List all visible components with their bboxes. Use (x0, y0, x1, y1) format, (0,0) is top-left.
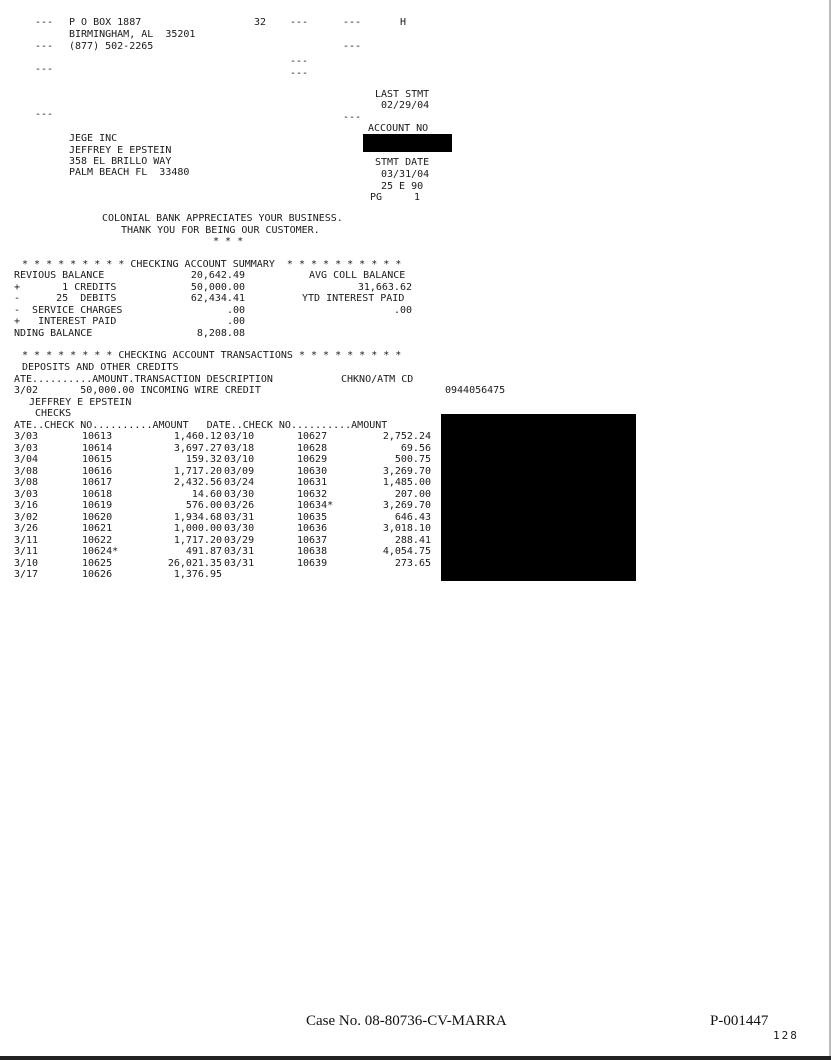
check-number: 10617 (82, 477, 113, 488)
check-amount: 207.00 (394, 488, 431, 500)
customer-name: JEGE INC (69, 133, 118, 144)
summary-value: 31,663.62 (357, 282, 412, 293)
summary-label: REVIOUS BALANCE (14, 270, 105, 281)
check-amount: 3,269.70 (382, 465, 431, 477)
check-date: 03/18 (224, 442, 255, 454)
stmt-date-label: STMT DATE (375, 157, 430, 168)
deposits-column-header: ATE..........AMOUNT.TRANSACTION DESCRIPTION (14, 374, 273, 385)
check-number: 10637 (297, 534, 328, 546)
check-number: 10627 (297, 431, 328, 442)
deposits-label: DEPOSITS AND OTHER CREDITS (22, 362, 179, 373)
header-code: 32 (254, 17, 267, 28)
customer-attn: JEFFREY E EPSTEIN (69, 145, 172, 156)
check-date: 03/29 (224, 534, 255, 546)
check-amount: 69.56 (400, 442, 431, 454)
check-number: 10635 (297, 511, 328, 523)
check-date: 3/11 (14, 534, 39, 546)
check-date: 03/26 (224, 500, 255, 511)
summary-label: AVG COLL BALANCE (309, 270, 406, 281)
scan-edge (0, 1056, 831, 1060)
bank-address-line2: BIRMINGHAM, AL 35201 (69, 29, 196, 40)
check-amount: 159.32 (185, 454, 222, 465)
check-date: 03/24 (224, 477, 255, 488)
summary-value: .00 (393, 305, 412, 316)
redacted-account-number (363, 134, 452, 152)
check-number: 10614 (82, 442, 113, 454)
check-amount: 2,752.24 (382, 431, 431, 442)
dashes: --- (35, 109, 54, 120)
check-date: 3/04 (14, 454, 39, 465)
summary-value: .00 (226, 305, 245, 316)
redacted-block (441, 414, 636, 581)
check-amount: 14.60 (191, 488, 222, 500)
check-amount: 288.41 (394, 534, 431, 546)
summary-header: * * * * * * * * * CHECKING ACCOUNT SUMMARY * * * * * * * * * * (22, 259, 402, 270)
check-date: 03/31 (224, 511, 255, 523)
summary-value: 20,642.49 (190, 270, 245, 281)
check-date: 3/16 (14, 500, 39, 511)
check-number: 10632 (297, 488, 328, 500)
check-amount: 491.87 (185, 546, 222, 557)
check-date: 3/17 (14, 569, 39, 580)
check-number: 10626 (82, 569, 113, 580)
check-number: 10628 (297, 442, 328, 454)
check-number: 10634* (297, 500, 334, 511)
check-amount: 1,460.12 (173, 431, 222, 442)
message-line: THANK YOU FOR BEING OUR CUSTOMER. (121, 225, 320, 236)
check-date: 3/02 (14, 511, 39, 523)
deposit-row: 3/02 50,000.00 INCOMING WIRE CREDIT (14, 385, 261, 396)
check-number: 10624* (82, 546, 119, 557)
check-number: 10631 (297, 477, 328, 488)
page-value: 1 (414, 192, 421, 203)
check-date: 03/30 (224, 488, 255, 500)
check-number: 10629 (297, 454, 328, 465)
bates-number: P-001447 (710, 1013, 769, 1029)
summary-label: YTD INTEREST PAID (302, 293, 405, 304)
page-number: 128 (773, 1029, 799, 1042)
check-number: 10620 (82, 511, 113, 523)
check-number: 10621 (82, 523, 113, 534)
dashes: --- (35, 41, 54, 52)
check-amount: 1,376.95 (173, 569, 222, 580)
check-amount: 500.75 (394, 454, 431, 465)
check-amount: 1,717.20 (173, 465, 222, 477)
check-number: 10618 (82, 488, 113, 500)
check-amount: 1,485.00 (382, 477, 431, 488)
customer-street: 358 EL BRILLO WAY (69, 156, 172, 167)
check-date: 3/26 (14, 523, 39, 534)
check-amount: 1,934.68 (173, 511, 222, 523)
check-amount: 3,697.27 (173, 442, 222, 454)
dashes: --- (290, 56, 309, 67)
check-amount: 576.00 (185, 500, 222, 511)
check-date: 3/10 (14, 557, 39, 569)
summary-value: 50,000.00 (190, 282, 245, 293)
check-date: 3/08 (14, 477, 39, 488)
check-number: 10622 (82, 534, 113, 546)
page-label: PG (370, 192, 383, 203)
stmt-code: 25 E 90 (381, 181, 424, 192)
summary-value: 62,434.41 (190, 293, 245, 304)
check-date: 03/31 (224, 546, 255, 557)
check-amount: 4,054.75 (382, 546, 431, 557)
check-amount: 1,717.20 (173, 534, 222, 546)
check-date: 03/10 (224, 431, 255, 442)
check-date: 3/11 (14, 546, 39, 557)
check-number: 10625 (82, 557, 113, 569)
check-amount: 3,269.70 (382, 500, 431, 511)
account-no-label: ACCOUNT NO (368, 123, 429, 134)
summary-label: + 1 CREDITS (14, 282, 117, 293)
check-number: 10639 (297, 557, 328, 569)
deposits-column-header: CHKNO/ATM CD (341, 374, 414, 385)
stmt-date: 03/31/04 (381, 169, 430, 180)
check-amount: 1,000.00 (173, 523, 222, 534)
summary-value: .00 (226, 316, 245, 327)
deposit-name: JEFFREY E EPSTEIN (29, 397, 132, 408)
check-amount: 26,021.35 (167, 557, 222, 569)
check-number: 10613 (82, 431, 113, 442)
last-stmt-date: 02/29/04 (381, 100, 430, 111)
check-amount: 3,018.10 (382, 523, 431, 534)
summary-label: - 25 DEBITS (14, 293, 117, 304)
check-number: 10615 (82, 454, 113, 465)
header-flag: H (400, 17, 407, 28)
message-line: COLONIAL BANK APPRECIATES YOUR BUSINESS. (102, 213, 343, 224)
check-date: 3/03 (14, 442, 39, 454)
check-number: 10636 (297, 523, 328, 534)
summary-label: NDING BALANCE (14, 328, 93, 339)
summary-label: + INTEREST PAID (14, 316, 117, 327)
checks-column-header: ATE..CHECK NO..........AMOUNT DATE..CHECK NO..........AMOUNT (14, 420, 388, 431)
checks-label: CHECKS (35, 408, 72, 419)
dashes: --- (343, 112, 362, 123)
check-number: 10616 (82, 465, 113, 477)
transactions-header: * * * * * * * * CHECKING ACCOUNT TRANSACTIONS * * * * * * * * * (22, 350, 402, 361)
check-number: 10630 (297, 465, 328, 477)
bank-address-line1: P O BOX 1887 (69, 17, 142, 28)
last-stmt-label: LAST STMT (375, 89, 430, 100)
check-date: 03/09 (224, 465, 255, 477)
message-stars: * * * (213, 236, 244, 247)
check-amount: 2,432.56 (173, 477, 222, 488)
check-date: 3/08 (14, 465, 39, 477)
check-date: 03/10 (224, 454, 255, 465)
check-date: 3/03 (14, 431, 39, 442)
dashes: --- (290, 68, 309, 79)
check-date: 3/03 (14, 488, 39, 500)
summary-label: - SERVICE CHARGES (14, 305, 123, 316)
check-amount: 646.43 (394, 511, 431, 523)
bank-phone: (877) 502-2265 (69, 41, 154, 52)
customer-city: PALM BEACH FL 33480 (69, 167, 190, 178)
check-number: 10619 (82, 500, 113, 511)
dashes: --- (35, 17, 54, 28)
dashes: --- (343, 41, 362, 52)
deposit-reference: 0944056475 (445, 385, 506, 396)
check-date: 03/30 (224, 523, 255, 534)
dashes: --- (290, 17, 309, 28)
dashes: --- (343, 17, 362, 28)
check-amount: 273.65 (394, 557, 431, 569)
check-number: 10638 (297, 546, 328, 557)
check-date: 03/31 (224, 557, 255, 569)
case-number: Case No. 08-80736-CV-MARRA (306, 1013, 507, 1029)
dashes: --- (35, 64, 54, 75)
summary-value: 8,208.08 (196, 328, 245, 339)
